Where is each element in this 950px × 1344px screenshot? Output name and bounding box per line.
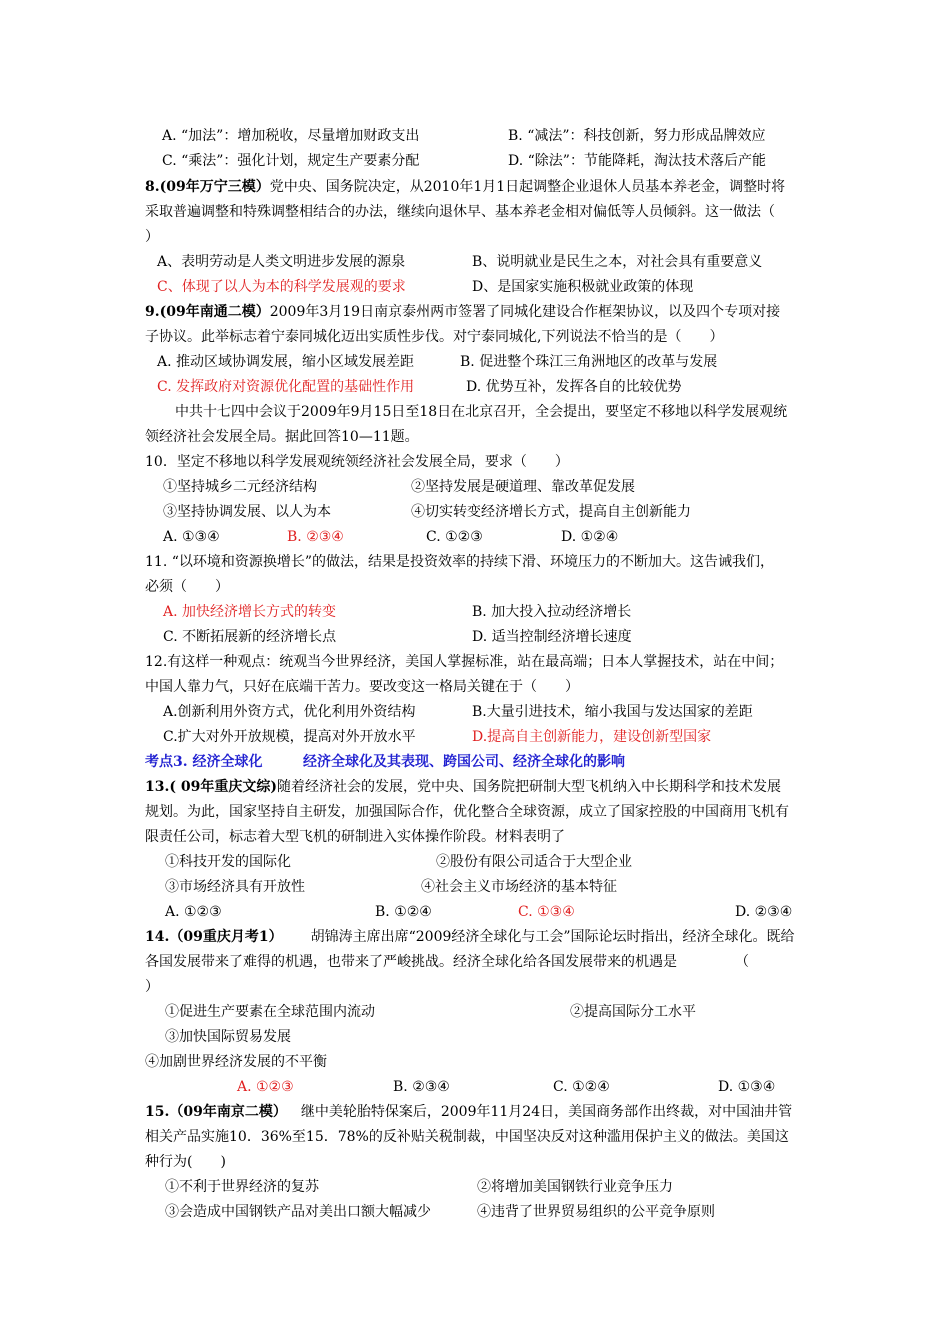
q7-option-a: A. “加法”：增加税收，尽量增加财政支出 [162, 128, 420, 144]
section-3-subtitle: 经济全球化及其表现、跨国公司、经济全球化的影响 [303, 754, 625, 770]
q8-option-a: A、表明劳动是人类文明进步发展的源泉 [157, 254, 406, 270]
q15-stem-line3: 种行为( ) [145, 1154, 226, 1170]
q9-option-a: A. 推动区域协调发展，缩小区域发展差距 [157, 354, 415, 370]
q9-text-1: 2009年3月19日南京泰州两市签署了同城化建设合作框架协议，以及四个专项对接 [269, 304, 781, 320]
q9-option-d: D. 优势互补，发挥各自的比较优势 [466, 379, 682, 395]
q7-option-d: D. “除法”：节能降耗，淘汰技术落后产能 [508, 153, 766, 169]
q7-option-b: B. “减法”：科技创新，努力形成品牌效应 [508, 128, 766, 144]
q13-source: 13.( 09年重庆文综) [145, 779, 277, 795]
q14-option-d: D. ①③④ [718, 1079, 776, 1095]
q10-option-d: D. ①②④ [561, 529, 619, 545]
q15-source: 15.（09年南京二模） [145, 1104, 287, 1120]
q7-option-c: C. “乘法”：强化计划，规定生产要素分配 [162, 153, 420, 169]
q11-option-c: C. 不断拓展新的经济增长点 [163, 629, 337, 645]
q13-option-d: D. ②③④ [735, 904, 793, 920]
q13-statement-4: ④社会主义市场经济的基本特征 [421, 879, 617, 895]
q14-source: 14.（09重庆月考1） [145, 929, 283, 945]
q14-stem-line1 [145, 927, 795, 947]
q8-text-1: 党中央、国务院决定，从2010年1月1日起调整企业退休人员基本养老金，调整时将 [269, 179, 786, 195]
q15-stem-line2: 相关产品实施10．36%至15．78%的反补贴关税制裁，中国坚决反对这种滥用保护主义的做法。美国这 [145, 1129, 789, 1145]
q14-option-b: B. ②③④ [393, 1079, 450, 1095]
q12-stem-line1: 12.有这样一种观点：统观当今世界经济，美国人掌握标准，站在最高端；日本人掌握技术，站在中间； [145, 654, 784, 670]
q10-stem: 10．坚定不移地以科学发展观统领经济社会发展全局，要求（ ） [145, 454, 569, 470]
q9-option-b: B. 促进整个珠江三角洲地区的改革与发展 [460, 354, 718, 370]
q13-text-1: 随着经济社会的发展，党中央、国务院把研制大型飞机纳入中长期科学和技术发展 [276, 779, 781, 795]
q8-option-c-answer: C、体现了以人为本的科学发展观的要求 [157, 279, 406, 295]
q13-option-a: A. ①②③ [165, 904, 222, 920]
q14-option-a-answer: A. ①②③ [237, 1079, 294, 1095]
q9-source: 9.(09年南通二模） [145, 304, 270, 320]
q14-text-1: 胡锦涛主席出席“2009经济全球化与工会”国际论坛时指出，经济全球化。既给 [310, 929, 795, 945]
q15-stem-line1 [145, 1102, 792, 1122]
q12-stem-line2: 中国人靠力气，只好在底端干苦力。要改变这一格局关键在于（ ） [145, 679, 579, 695]
q8-option-b: B、说明就业是民生之本，对社会具有重要意义 [472, 254, 763, 270]
section-3-title: 考点3. 经济全球化 [145, 754, 263, 770]
q12-option-d-answer: D.提高自主创新能力，建设创新型国家 [472, 729, 712, 745]
q15-statement-2: ②将增加美国钢铁行业竞争压力 [477, 1179, 673, 1195]
q13-option-b: B. ①②④ [375, 904, 432, 920]
q15-statement-1: ①不利于世界经济的复苏 [165, 1179, 319, 1195]
q10-option-c: C. ①②③ [426, 529, 483, 545]
q11-option-a-answer: A. 加快经济增长方式的转变 [163, 604, 337, 620]
q15-statement-3: ③会造成中国钢铁产品对美出口额大幅减少 [165, 1204, 431, 1220]
q13-option-c-answer: C. ①③④ [518, 904, 575, 920]
q10-option-a: A. ①③④ [163, 529, 220, 545]
q10-option-b-answer: B. ②③④ [287, 529, 344, 545]
q14-stem-line2: 各国发展带来了难得的机遇，也带来了严峻挑战。经济全球化给各国发展带来的机遇是 [145, 954, 677, 970]
intro-line1: 中共十七四中会议于2009年9月15日至18日在北京召开，全会提出，要坚定不移地以科学发展观统 [175, 404, 788, 420]
q14-statement-3: ③加快国际贸易发展 [165, 1029, 291, 1045]
q11-stem-line1: 11. “以环境和资源换增长”的做法，结果是投资效率的持续下滑、环境压力的不断加大。这告诫我们， [145, 554, 775, 570]
q10-statement-1: ①坚持城乡二元经济结构 [163, 479, 317, 495]
q12-option-a: A.创新利用外资方式，优化利用外资结构 [163, 704, 416, 720]
intro-line2: 领经济社会发展全局。据此回答10—11题。 [145, 429, 419, 445]
q15-text-1: 继中美轮胎特保案后，2009年11月24日，美国商务部作出终裁，对中国油井管 [300, 1104, 793, 1120]
q13-statement-2: ②股份有限公司适合于大型企业 [436, 854, 632, 870]
q13-stem-line3: 限责任公司，标志着大型飞机的研制进入实体操作阶段。材料表明了 [145, 829, 565, 845]
q10-statement-2: ②坚持发展是硬道理、靠改革促发展 [411, 479, 635, 495]
q8-source: 8.(09年万宁三模） [145, 179, 270, 195]
q8-stem-line3: ） [145, 229, 159, 245]
q10-statement-3: ③坚持协调发展、以人为本 [163, 504, 331, 520]
q13-statement-1: ①科技开发的国际化 [165, 854, 291, 870]
q8-stem-line2: 采取普遍调整和特殊调整相结合的办法，继续向退休早、基本养老金相对偏低等人员倾斜。这一做法（ [145, 204, 775, 220]
q14-statement-1: ①促进生产要素在全球范围内流动 [165, 1004, 375, 1020]
q12-option-c: C.扩大对外开放规模，提高对外开放水平 [163, 729, 416, 745]
q9-stem-line2: 子协议。此举标志着宁泰同城化迈出实质性步伐。对宁泰同城化,下列说法不恰当的是（ ） [145, 329, 724, 345]
q14-statement-4: ④加剧世界经济发展的不平衡 [145, 1054, 327, 1070]
q12-option-b: B.大量引进技术，缩小我国与发达国家的差距 [472, 704, 753, 720]
q8-stem-line1 [145, 177, 785, 197]
q11-stem-line2: 必须（ ） [145, 579, 229, 595]
q14-stem-line3: ） [145, 979, 159, 995]
q14-statement-2: ②提高国际分工水平 [570, 1004, 696, 1020]
q9-stem-line1 [145, 302, 780, 322]
q13-stem-line2: 规划。为此，国家坚持自主研发，加强国际合作，优化整合全球资源，成立了国家控股的中国商用飞机有 [145, 804, 789, 820]
q9-option-c-answer: C. 发挥政府对资源优化配置的基础性作用 [157, 379, 415, 395]
q14-paren-open: （ [735, 954, 749, 970]
q11-option-d: D. 适当控制经济增长速度 [472, 629, 632, 645]
q14-option-c: C. ①②④ [553, 1079, 610, 1095]
q15-statement-4: ④违背了世界贸易组织的公平竞争原则 [477, 1204, 715, 1220]
q13-statement-3: ③市场经济具有开放性 [165, 879, 305, 895]
q10-statement-4: ④切实转变经济增长方式，提高自主创新能力 [411, 504, 691, 520]
q8-option-d: D、是国家实施积极就业政策的体现 [472, 279, 694, 295]
q11-option-b: B. 加大投入拉动经济增长 [472, 604, 632, 620]
q13-stem-line1 [145, 777, 781, 797]
